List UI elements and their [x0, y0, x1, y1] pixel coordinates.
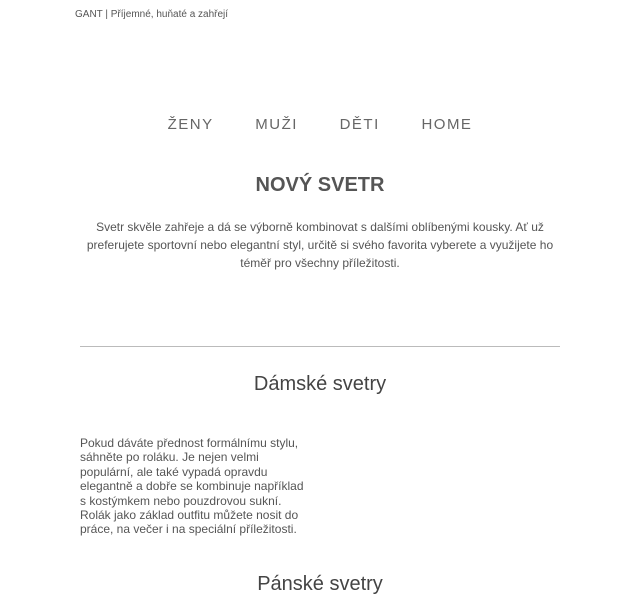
preheader-text: GANT | Příjemné, huňaté a zahřejí	[75, 9, 229, 20]
nav-link-home[interactable]: HOME	[421, 116, 473, 133]
main-navigation	[0, 116, 640, 133]
section-title-women: Dámské svetry	[253, 373, 387, 395]
hero-description: Svetr skvěle zahřeje a dá se výborně kombinovat s dalšími oblíbenými kousky. Ať už preferujete sportovní nebo elegantní styl, určitě si svého favorita vyberete a využijete ho téměř pro všechny příležitosti.	[86, 220, 554, 270]
nav-link-zeny[interactable]: ŽENY	[167, 116, 214, 133]
section-title-men: Pánské svetry	[257, 573, 383, 595]
hero-title: NOVÝ SVETR	[255, 174, 385, 196]
section-divider	[80, 346, 560, 347]
nav-link-muzi[interactable]: MUŽI	[255, 116, 298, 133]
section-text-women: Pokud dáváte přednost formálnímu stylu, sáhněte po roláku. Je nejen velmi populární, ale také vypadá opravdu elegantně a dobře se kombinuje například s kostýmkem nebo pouzdrovou sukní. Rolák jako základ outfitu můžete nosit do práce, na večer i na speciální příležitosti.	[80, 436, 304, 537]
nav-link-deti[interactable]: DĚTI	[339, 116, 380, 133]
